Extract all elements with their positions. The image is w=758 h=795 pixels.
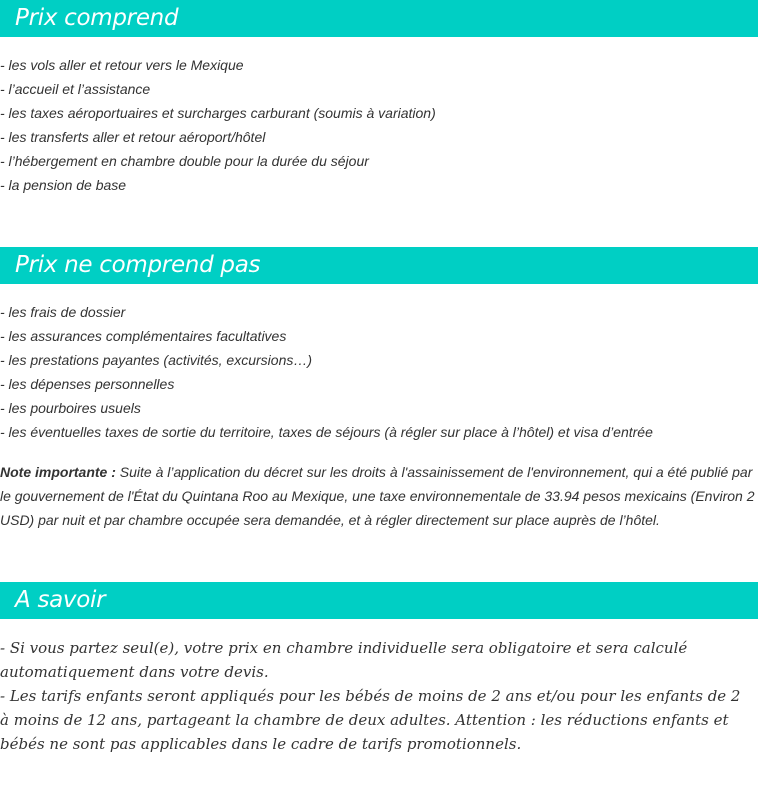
list-item: - les dépenses personnelles <box>0 376 175 392</box>
list-item: - les assurances complémentaires facultatives <box>0 328 287 344</box>
section-header-excluded <box>0 247 758 284</box>
list-item: - l’hébergement en chambre double pour la durée du séjour <box>0 153 369 169</box>
section-header-included <box>0 0 758 37</box>
included-list <box>0 53 436 197</box>
section-title-info: A savoir <box>15 587 106 613</box>
list-item: - les pourboires usuels <box>0 400 141 416</box>
list-item: - les éventuelles taxes de sortie du territoire, taxes de séjours (à régler sur place à l’hôtel) et visa d’entrée <box>0 424 653 440</box>
info-paragraph: - Les tarifs enfants seront appliqués pour les bébés de moins de 2 ans et/ou pour les enfants de 2 à moins de 12 ans, partageant la chambre de deux adultes. Attention : les réductions enfants et bébés ne sont pas applicables dans le cadre de tarifs promotionnels. <box>0 687 741 753</box>
info-paragraph: - Si vous partez seul(e), votre prix en chambre individuelle sera obligatoire et sera calculé automatiquement dans votre devis. <box>0 639 688 681</box>
list-item: - l’accueil et l’assistance <box>0 81 151 97</box>
section-header-info <box>0 582 758 619</box>
note-text: Suite à l’application du décret sur les droits à l'assainissement de l'environnement, qui a été publié par le gouvernement de l'État du Quintana Roo au Mexique, une taxe environnementale de 33.94 pesos mexicains (Environ 2 USD) par nuit et par chambre occupée sera demandée, et à régler directement sur place auprès de l’hôtel. <box>0 464 755 528</box>
list-item: - les taxes aéroportuaires et surcharges carburant (soumis à variation) <box>0 105 436 121</box>
list-item: - les vols aller et retour vers le Mexique <box>0 57 244 73</box>
note-label: Note importante : <box>0 464 116 480</box>
section-title-excluded: Prix ne comprend pas <box>15 252 261 278</box>
excluded-list <box>0 300 653 444</box>
list-item: - les prestations payantes (activités, excursions…) <box>0 352 313 368</box>
list-item: - la pension de base <box>0 177 127 193</box>
list-item: - les transferts aller et retour aéroport/hôtel <box>0 129 266 145</box>
info-text <box>0 636 750 756</box>
important-note <box>0 460 758 532</box>
list-item: - les frais de dossier <box>0 304 126 320</box>
section-title-included: Prix comprend <box>15 5 179 31</box>
